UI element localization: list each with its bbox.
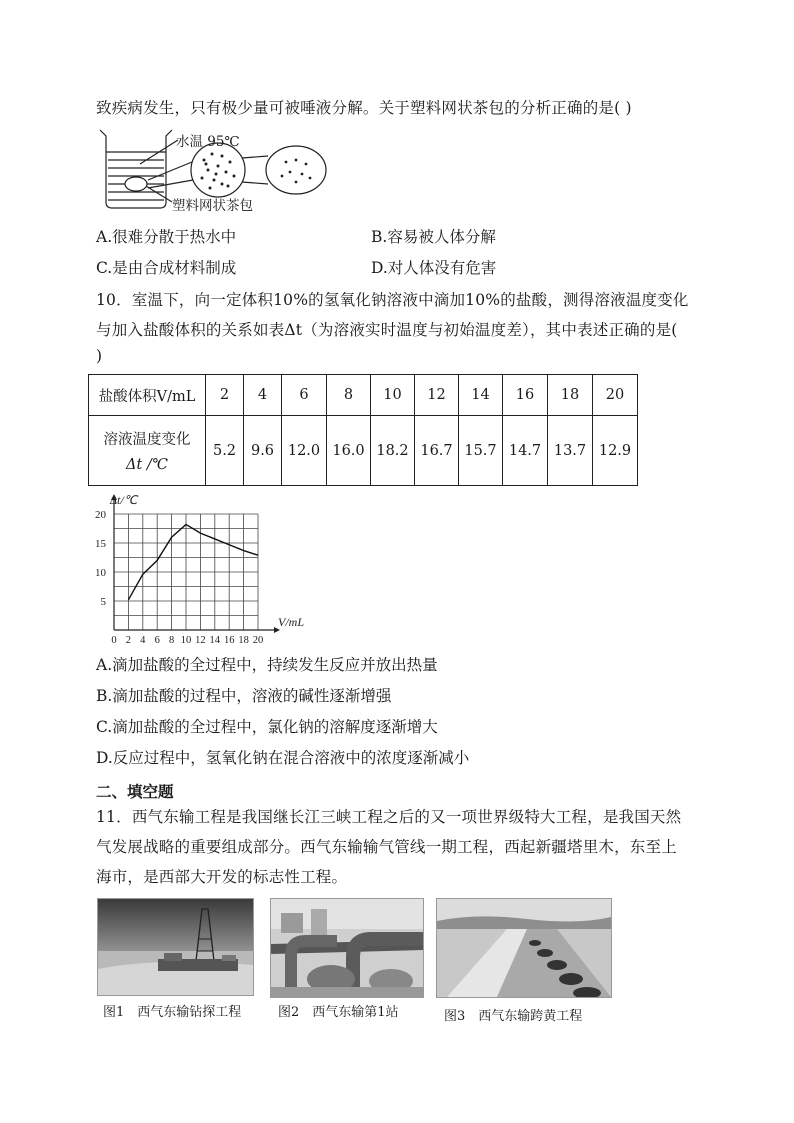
table-cell: 5.2	[206, 416, 244, 486]
q9-option-d: D.对人体没有危害	[371, 259, 497, 277]
label-water-temp: 水温 95℃	[176, 134, 240, 150]
q9-option-a: A.很难分散于热水中	[96, 228, 237, 246]
x-tick-label: 8	[168, 635, 175, 644]
y-tick-label: 15	[95, 538, 106, 550]
particles-2	[281, 159, 312, 184]
magnified-circle-2	[242, 146, 326, 194]
x-tick-label: 12	[195, 635, 206, 644]
label-tea-bag: 塑料网状茶包	[172, 198, 253, 214]
photo-station	[270, 898, 424, 998]
table-cell: 2	[206, 375, 244, 416]
particles-1	[201, 153, 236, 190]
photo-caption-2: 图2 西气东输第1站	[278, 1005, 399, 1020]
magnified-circle-1	[148, 143, 245, 197]
x-tick-label: 14	[209, 635, 221, 644]
q10-option-d: D.反应过程中，氢氧化钠在混合溶液中的浓度逐渐减小	[96, 749, 470, 767]
photo-caption-1: 图1 西气东输钻探工程	[103, 1005, 242, 1020]
x-tick-label: 6	[154, 635, 160, 644]
q9-stem: 致疾病发生，只有极少量可被唾液分解。关于塑料网状茶包的分析正确的是( )	[96, 99, 632, 117]
x-tick-label: 0	[111, 635, 117, 644]
x-tick-label: 10	[180, 635, 192, 644]
y-axis-label: Δt/℃	[110, 493, 138, 507]
x-tick-label: 4	[140, 635, 146, 644]
table-cell: 13.7	[548, 416, 593, 486]
x-tick-label: 16	[223, 635, 235, 644]
x-axis-label: V/mL	[278, 615, 305, 629]
table-cell: 9.6	[244, 416, 282, 486]
q10-option-b: B.滴加盐酸的过程中，溶液的碱性逐渐增强	[96, 687, 392, 705]
table-cell: 12	[415, 375, 459, 416]
table-row-temp	[89, 416, 638, 486]
q11-line3: 海市，是西部大开发的标志性工程。	[96, 868, 348, 886]
q11-line1: 11．西气东输工程是我国继长江三峡工程之后的又一项世界级特大工程，是我国天然	[96, 808, 682, 826]
table-cell: 4	[244, 375, 282, 416]
table-cell: 6	[282, 375, 327, 416]
table-cell: 8	[327, 375, 371, 416]
photo-drilling	[97, 898, 254, 996]
q10-option-c: C.滴加盐酸的全过程中，氯化钠的溶解度逐渐增大	[96, 718, 438, 736]
table-row-volume	[89, 375, 638, 416]
beaker	[100, 130, 178, 208]
q10-stem-line2: 与加入盐酸体积的关系如表Δt（为溶液实时温度与初始温度差），其中表述正确的是(	[96, 321, 678, 339]
x-tick-label: 20	[252, 635, 264, 644]
table-cell: 14.7	[503, 416, 548, 486]
table-cell: 16	[503, 375, 548, 416]
section-title: 二、填空题	[96, 782, 174, 801]
table-cell: 15.7	[459, 416, 503, 486]
y-tick-label: 20	[95, 509, 106, 521]
table-header-volume: 盐酸体积V/mL	[89, 375, 206, 416]
table-header-temp-line1: 溶液温度变化	[103, 432, 191, 448]
table-cell: 18.2	[371, 416, 415, 486]
y-tick-label: 10	[95, 567, 106, 579]
q11-line2: 气发展战略的重要组成部分。西气东输输气管线一期工程，西起新疆塔里木，东至上	[96, 838, 677, 856]
table-cell: 16.7	[415, 416, 459, 486]
y-tick-label: 5	[100, 596, 106, 608]
table-cell: 18	[548, 375, 593, 416]
x-tick-label: 18	[238, 635, 249, 644]
q9-option-c: C.是由合成材料制成	[96, 259, 237, 277]
table-header-temp	[89, 416, 206, 486]
q10-option-a: A.滴加盐酸的全过程中，持续发生反应并放出热量	[96, 656, 438, 674]
photo-caption-3: 图3 西气东输跨黄工程	[444, 1009, 583, 1024]
table-header-temp-line2: Δt /℃	[125, 457, 168, 473]
q10-data-table	[88, 374, 638, 486]
temperature-chart	[92, 484, 332, 644]
table-cell: 10	[371, 375, 415, 416]
series-line	[128, 524, 258, 599]
q10-stem-line1: 10．室温下，向一定体积10%的氢氧化钠溶液中滴加10%的盐酸，测得溶液温度变化	[96, 291, 689, 309]
table-cell: 16.0	[327, 416, 371, 486]
photo-river-crossing	[436, 898, 612, 998]
table-cell: 20	[593, 375, 638, 416]
table-cell: 12.9	[593, 416, 638, 486]
q9-option-b: B.容易被人体分解	[371, 228, 496, 246]
table-cell: 14	[459, 375, 503, 416]
q10-stem-line3: )	[96, 347, 103, 365]
table-cell: 12.0	[282, 416, 327, 486]
x-tick-label: 2	[125, 635, 132, 644]
